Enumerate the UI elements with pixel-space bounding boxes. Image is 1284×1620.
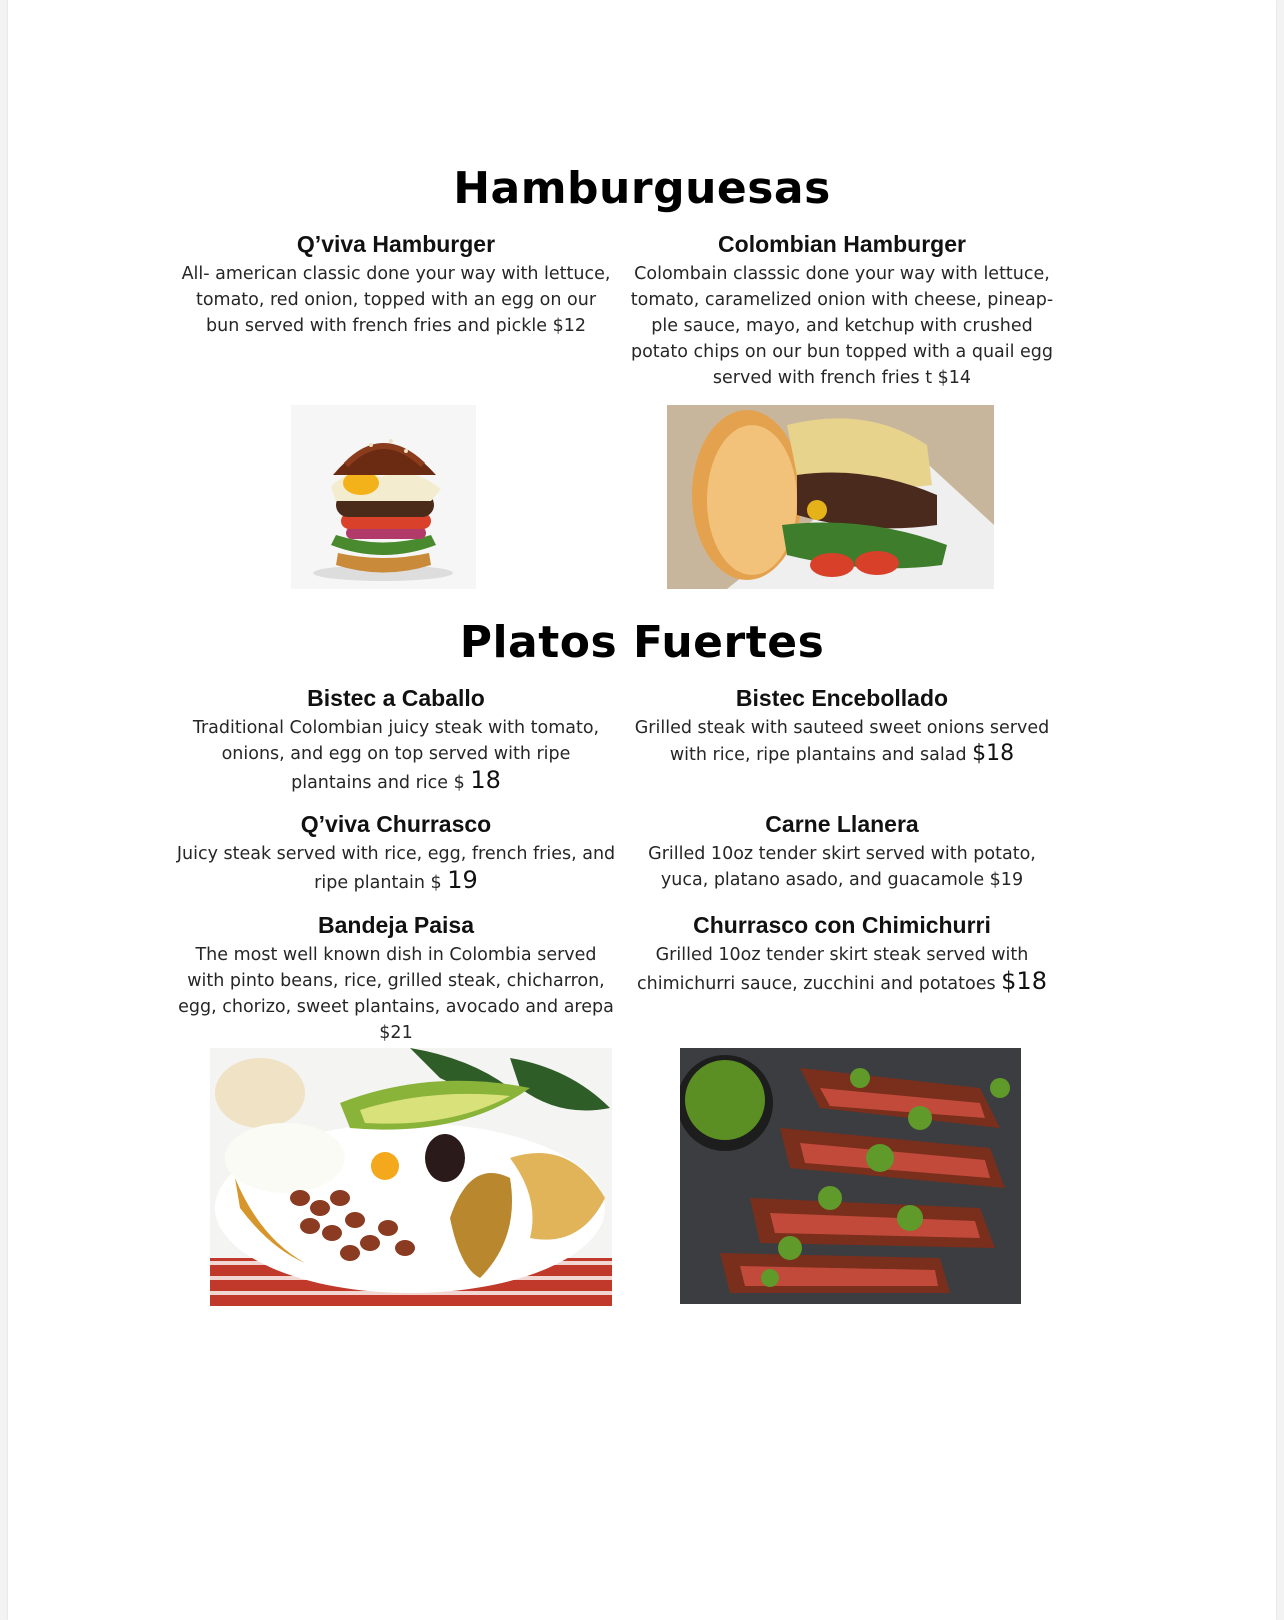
item-description-text: Juicy steak served with rice, egg, french fries, and ripe plantain $: [176, 844, 616, 893]
section-title-platos-fuertes: Platos Fuertes: [459, 617, 825, 668]
photo-qviva-hamburger: [291, 405, 476, 589]
item-price-handwritten: 18: [470, 766, 501, 794]
item-description: [176, 841, 616, 896]
photo-churrasco-chimichurri: [680, 1048, 1021, 1304]
burger-egg-illustration: [291, 405, 476, 589]
item-description-text: Grilled 10oz tender skirt steak served with chimichurri sauce, zucchini and potatoes: [637, 945, 1029, 994]
photo-bandeja-paisa: [210, 1048, 612, 1306]
item-description: The most well known dish in Colombia served with pinto beans, rice, grilled steak, chicharron, egg, chorizo, sweet plantains, avocado and arepa $21: [178, 945, 614, 1043]
item-name: Q’viva Churrasco: [300, 811, 492, 837]
menu-item-bistec-a-caballo: [176, 684, 616, 796]
item-name: Q’viva Hamburger: [296, 231, 496, 257]
item-price-handwritten: 19: [447, 866, 478, 894]
item-description: [176, 715, 616, 796]
item-description-text: Grilled steak with sauteed sweet onions served with rice, ripe plantains and salad: [634, 718, 1050, 765]
item-name: Carne Llanera: [765, 811, 919, 837]
item-name: Bistec a Caballo: [307, 685, 485, 711]
item-description: Colombain classsic done your way with lettuce, tomato, caramelized onion with cheese, pineap- ple sauce, mayo, and ketchup with crushed potato chips on our bun topped with a quail egg served with french fries t $14: [630, 264, 1054, 388]
menu-item-qviva-churrasco: [176, 810, 616, 896]
item-name: Bistec Encebollado: [735, 685, 949, 711]
item-description: All- american classic done your way with lettuce, tomato, red onion, topped with an egg on our bun served with french fries and pickle $12: [181, 264, 611, 336]
bandeja-paisa-illustration: [210, 1048, 612, 1306]
menu-item-colombian-hamburger: [620, 230, 1064, 391]
menu-item-churrasco-con-chimichurri: [620, 911, 1064, 997]
item-description-text: Traditional Colombian juicy steak with tomato, onions, and egg on top served with ripe plantains and rice $: [192, 718, 600, 793]
item-name: Colombian Hamburger: [718, 231, 966, 257]
item-name: Bandeja Paisa: [318, 912, 474, 938]
menu-item-bistec-encebollado: [620, 684, 1064, 768]
item-description: Grilled 10oz tender skirt served with potato, yuca, platano asado, and guacamole $19: [648, 844, 1036, 890]
colombian-burger-illustration: [667, 405, 994, 589]
churrasco-illustration: [680, 1048, 1021, 1304]
menu-item-carne-llanera: [620, 810, 1064, 893]
menu-item-bandeja-paisa: [176, 911, 616, 1046]
menu-page: [8, 0, 1276, 1620]
item-description: [620, 715, 1064, 768]
item-price-handwritten: $18: [1001, 967, 1047, 995]
item-name: Churrasco con Chimichurri: [693, 912, 991, 938]
item-price-handwritten: $18: [972, 741, 1015, 766]
item-description: [620, 942, 1064, 997]
section-title-hamburguesas: Hamburguesas: [453, 163, 831, 214]
menu-item-qviva-hamburger: [176, 230, 616, 339]
photo-colombian-hamburger: [667, 405, 994, 589]
